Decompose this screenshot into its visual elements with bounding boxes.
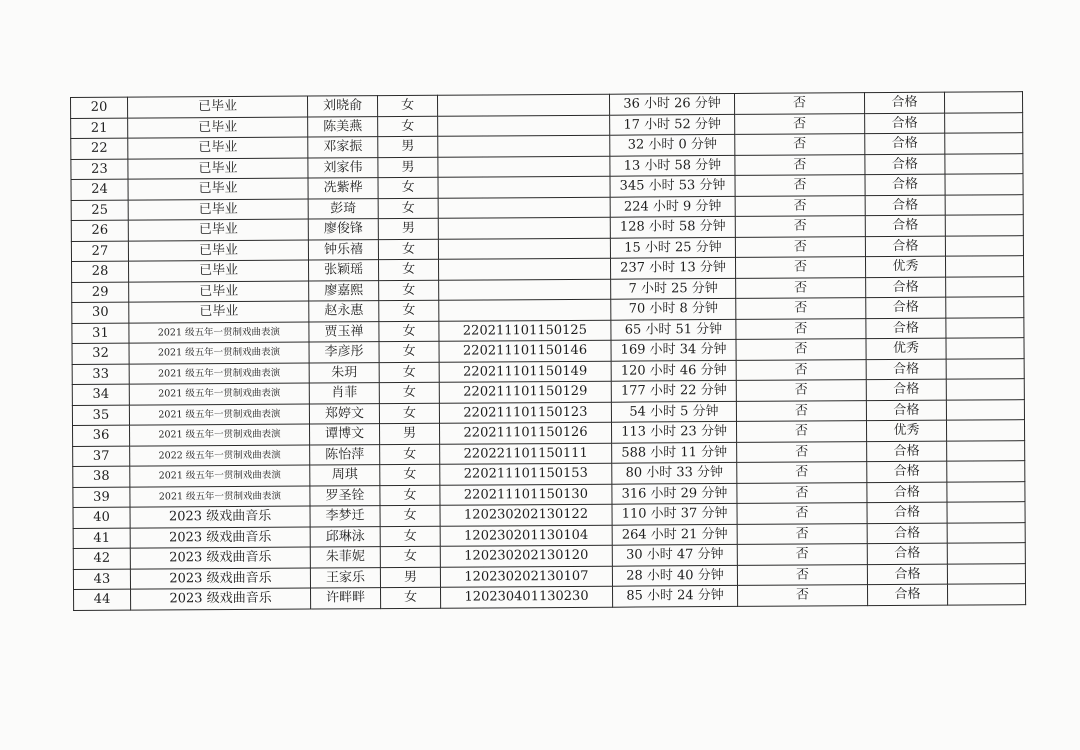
empty-cell [947, 522, 1025, 543]
student-name-cell: 郑婷文 [309, 403, 379, 424]
student-name-cell: 谭博文 [310, 424, 380, 445]
class-cell: 已毕业 [129, 301, 309, 323]
duration-cell: 120 小时 46 分钟 [611, 360, 736, 381]
grade-cell: 合格 [867, 584, 947, 605]
student-name-cell: 罗圣铨 [310, 485, 380, 506]
student-id-cell: 220211101150129 [439, 381, 611, 403]
flag-cell: 否 [735, 113, 865, 134]
student-name-cell: 廖俊锋 [308, 219, 378, 240]
row-number-cell: 26 [71, 220, 128, 241]
class-cell: 已毕业 [128, 96, 308, 118]
student-hours-table [70, 91, 1026, 610]
class-cell: 2021 级五年一贯制戏曲表演 [129, 383, 309, 405]
grade-cell: 合格 [866, 359, 946, 380]
row-number-cell: 29 [72, 282, 129, 303]
row-number-cell: 42 [73, 548, 130, 569]
duration-cell: 316 小时 29 分钟 [612, 483, 737, 504]
class-cell: 2021 级五年一贯制戏曲表演 [129, 363, 309, 385]
flag-cell: 否 [737, 503, 867, 524]
student-name-cell: 刘晓俞 [307, 96, 377, 117]
flag-cell: 否 [736, 277, 866, 298]
class-cell: 2023 级戏曲音乐 [130, 547, 310, 569]
gender-cell: 女 [380, 546, 440, 567]
student-name-cell: 邓家振 [308, 137, 378, 158]
student-name-cell: 李梦迁 [310, 506, 380, 527]
gender-cell: 女 [379, 321, 439, 342]
student-name-cell: 冼紫桦 [308, 178, 378, 199]
grade-cell: 合格 [867, 564, 947, 585]
flag-cell: 否 [737, 544, 867, 565]
grade-cell: 合格 [865, 195, 945, 216]
student-name-cell: 李彦彤 [309, 342, 379, 363]
class-cell: 已毕业 [128, 240, 308, 262]
row-number-cell: 40 [73, 507, 130, 528]
empty-cell [945, 194, 1023, 215]
empty-cell [947, 461, 1025, 482]
row-number-cell: 20 [71, 97, 128, 118]
duration-cell: 28 小时 40 分钟 [612, 565, 737, 586]
row-number-cell: 22 [71, 138, 128, 159]
row-number-cell: 43 [73, 569, 130, 590]
duration-cell: 345 小时 53 分钟 [610, 175, 735, 196]
gender-cell: 女 [381, 587, 441, 608]
gender-cell: 女 [378, 198, 438, 219]
student-id-cell: 220211101150130 [440, 484, 612, 506]
flag-cell: 否 [737, 462, 867, 483]
row-number-cell: 24 [71, 179, 128, 200]
grade-cell: 合格 [867, 543, 947, 564]
class-cell: 已毕业 [128, 158, 308, 180]
empty-cell [946, 358, 1024, 379]
class-cell: 2023 级戏曲音乐 [130, 527, 310, 549]
grade-cell: 合格 [866, 277, 946, 298]
flag-cell: 否 [736, 339, 866, 360]
flag-cell: 否 [734, 93, 864, 114]
flag-cell: 否 [737, 523, 867, 544]
duration-cell: 110 小时 37 分钟 [612, 503, 737, 524]
gender-cell: 女 [380, 526, 440, 547]
class-cell: 已毕业 [128, 199, 308, 221]
grade-cell: 优秀 [866, 420, 946, 441]
student-id-cell: 120230201130104 [440, 525, 612, 547]
grade-cell: 优秀 [865, 256, 945, 277]
student-name-cell: 许畔畔 [311, 588, 381, 609]
row-number-cell: 33 [72, 364, 129, 385]
class-cell: 已毕业 [128, 178, 308, 200]
gender-cell: 男 [380, 567, 440, 588]
empty-cell [947, 584, 1025, 605]
student-id-cell: 120230202130122 [440, 504, 612, 526]
row-number-cell: 39 [73, 487, 130, 508]
duration-cell: 177 小时 22 分钟 [611, 380, 736, 401]
duration-cell: 65 小时 51 分钟 [611, 319, 736, 340]
student-id-cell: 120230401130230 [441, 586, 613, 608]
row-number-cell: 34 [72, 384, 129, 405]
gender-cell: 男 [380, 423, 440, 444]
student-name-cell: 张颖瑶 [309, 260, 379, 281]
student-id-cell [438, 217, 610, 239]
grade-cell: 合格 [865, 133, 945, 154]
flag-cell: 否 [736, 359, 866, 380]
duration-cell: 264 小时 21 分钟 [612, 524, 737, 545]
student-name-cell: 贾玉禅 [309, 321, 379, 342]
flag-cell: 否 [735, 216, 865, 237]
student-name-cell: 赵永惠 [309, 301, 379, 322]
empty-cell [945, 174, 1023, 195]
grade-cell: 合格 [865, 215, 945, 236]
student-name-cell: 陈怡萍 [310, 444, 380, 465]
student-name-cell: 陈美燕 [308, 116, 378, 137]
duration-cell: 15 小时 25 分钟 [610, 237, 735, 258]
class-cell: 已毕业 [128, 219, 308, 241]
empty-cell [946, 338, 1024, 359]
gender-cell: 女 [380, 444, 440, 465]
flag-cell: 否 [737, 482, 867, 503]
class-cell: 2021 级五年一贯制戏曲表演 [130, 486, 310, 508]
student-id-cell: 120230202130120 [440, 545, 612, 567]
duration-cell: 169 小时 34 分钟 [611, 339, 736, 360]
grade-cell: 合格 [867, 441, 947, 462]
row-number-cell: 37 [73, 446, 130, 467]
empty-cell [946, 317, 1024, 338]
empty-cell [945, 133, 1023, 154]
gender-cell: 女 [378, 177, 438, 198]
gender-cell: 女 [379, 280, 439, 301]
gender-cell: 男 [378, 136, 438, 157]
class-cell: 已毕业 [128, 117, 308, 139]
grade-cell: 合格 [867, 461, 947, 482]
gender-cell: 女 [379, 382, 439, 403]
row-number-cell: 44 [74, 589, 131, 610]
gender-cell: 男 [378, 157, 438, 178]
row-number-cell: 25 [71, 200, 128, 221]
gender-cell: 女 [379, 341, 439, 362]
class-cell: 2021 级五年一贯制戏曲表演 [129, 404, 309, 426]
class-cell: 2021 级五年一贯制戏曲表演 [129, 322, 309, 344]
duration-cell: 54 小时 5 分钟 [611, 401, 736, 422]
empty-cell [944, 92, 1022, 113]
gender-cell: 女 [380, 505, 440, 526]
student-id-cell: 220221101150111 [440, 443, 612, 465]
flag-cell: 否 [735, 154, 865, 175]
grade-cell: 合格 [867, 502, 947, 523]
duration-cell: 588 小时 11 分钟 [612, 442, 737, 463]
duration-cell: 13 小时 58 分钟 [610, 155, 735, 176]
empty-cell [947, 502, 1025, 523]
row-number-cell: 36 [73, 425, 130, 446]
student-name-cell: 廖嘉熙 [309, 280, 379, 301]
duration-cell: 30 小时 47 分钟 [612, 544, 737, 565]
gender-cell: 女 [380, 464, 440, 485]
row-number-cell: 28 [72, 261, 129, 282]
class-cell: 2021 级五年一贯制戏曲表演 [130, 424, 310, 446]
empty-cell [945, 112, 1023, 133]
class-cell: 已毕业 [129, 260, 309, 282]
class-cell: 已毕业 [129, 281, 309, 303]
duration-cell: 128 小时 58 分钟 [610, 216, 735, 237]
duration-cell: 85 小时 24 分钟 [612, 585, 737, 606]
duration-cell: 113 小时 23 分钟 [611, 421, 736, 442]
duration-cell: 80 小时 33 分钟 [612, 462, 737, 483]
flag-cell: 否 [736, 298, 866, 319]
class-cell: 2023 级戏曲音乐 [131, 588, 311, 610]
empty-cell [947, 543, 1025, 564]
flag-cell: 否 [736, 421, 866, 442]
row-number-cell: 23 [71, 159, 128, 180]
grade-cell: 合格 [864, 92, 944, 113]
gender-cell: 男 [378, 218, 438, 239]
student-name-cell: 周琪 [310, 465, 380, 486]
class-cell: 已毕业 [128, 137, 308, 159]
empty-cell [945, 235, 1023, 256]
duration-cell: 224 小时 9 分钟 [610, 196, 735, 217]
gender-cell: 女 [378, 116, 438, 137]
student-id-cell: 220211101150123 [439, 402, 611, 424]
grade-cell: 合格 [867, 482, 947, 503]
grade-cell: 合格 [865, 174, 945, 195]
gender-cell: 女 [379, 403, 439, 424]
flag-cell: 否 [735, 134, 865, 155]
student-name-cell: 彭琦 [308, 198, 378, 219]
student-id-cell [438, 176, 610, 198]
grade-cell: 优秀 [866, 338, 946, 359]
row-number-cell: 21 [71, 118, 128, 139]
student-name-cell: 王家乐 [310, 567, 380, 588]
student-id-cell [438, 258, 610, 280]
student-id-cell [438, 197, 610, 219]
grade-cell: 合格 [866, 379, 946, 400]
grade-cell: 合格 [865, 113, 945, 134]
class-cell: 2021 级五年一贯制戏曲表演 [130, 465, 310, 487]
empty-cell [946, 297, 1024, 318]
duration-cell: 237 小时 13 分钟 [610, 257, 735, 278]
flag-cell: 否 [736, 380, 866, 401]
student-name-cell: 朱玥 [309, 362, 379, 383]
duration-cell: 32 小时 0 分钟 [610, 134, 735, 155]
student-id-cell: 220211101150125 [439, 320, 611, 342]
gender-cell: 女 [377, 95, 437, 116]
student-id-cell: 220211101150153 [440, 463, 612, 485]
row-number-cell: 38 [73, 466, 130, 487]
flag-cell: 否 [736, 318, 866, 339]
row-number-cell: 35 [72, 405, 129, 426]
grade-cell: 合格 [867, 523, 947, 544]
grade-cell: 合格 [866, 318, 946, 339]
row-number-cell: 31 [72, 323, 129, 344]
duration-cell: 7 小时 25 分钟 [611, 278, 736, 299]
flag-cell: 否 [735, 257, 865, 278]
flag-cell: 否 [737, 441, 867, 462]
flag-cell: 否 [735, 236, 865, 257]
grade-cell: 合格 [865, 236, 945, 257]
empty-cell [947, 481, 1025, 502]
student-name-cell: 肖菲 [309, 383, 379, 404]
gender-cell: 女 [379, 362, 439, 383]
class-cell: 2021 级五年一贯制戏曲表演 [129, 342, 309, 364]
gender-cell: 女 [378, 239, 438, 260]
empty-cell [947, 563, 1025, 584]
duration-cell: 70 小时 8 分钟 [611, 298, 736, 319]
flag-cell: 否 [735, 195, 865, 216]
empty-cell [946, 399, 1024, 420]
duration-cell: 36 小时 26 分钟 [609, 93, 734, 114]
student-id-cell: 220211101150126 [439, 422, 611, 444]
flag-cell: 否 [737, 585, 867, 606]
empty-cell [947, 440, 1025, 461]
gender-cell: 女 [378, 259, 438, 280]
gender-cell: 女 [380, 485, 440, 506]
flag-cell: 否 [736, 400, 866, 421]
empty-cell [946, 420, 1024, 441]
empty-cell [945, 256, 1023, 277]
student-id-cell: 120230202130107 [440, 566, 612, 588]
student-id-cell [438, 238, 610, 260]
class-cell: 2023 级戏曲音乐 [130, 506, 310, 528]
student-id-cell [438, 115, 610, 137]
student-name-cell: 邱琳泳 [310, 526, 380, 547]
empty-cell [945, 215, 1023, 236]
grade-cell: 合格 [865, 154, 945, 175]
student-id-cell [437, 94, 609, 116]
empty-cell [946, 276, 1024, 297]
row-number-cell: 30 [72, 302, 129, 323]
student-name-cell: 钟乐禧 [308, 239, 378, 260]
row-number-cell: 41 [73, 528, 130, 549]
student-name-cell: 朱菲妮 [310, 547, 380, 568]
student-id-cell: 220211101150149 [439, 361, 611, 383]
flag-cell: 否 [735, 175, 865, 196]
grade-cell: 合格 [866, 400, 946, 421]
empty-cell [946, 379, 1024, 400]
flag-cell: 否 [737, 564, 867, 585]
row-number-cell: 32 [72, 343, 129, 364]
student-id-cell [438, 156, 610, 178]
student-id-cell [438, 135, 610, 157]
grade-cell: 合格 [866, 297, 946, 318]
empty-cell [945, 153, 1023, 174]
row-number-cell: 27 [71, 241, 128, 262]
class-cell: 2022 级五年一贯制戏曲表演 [130, 445, 310, 467]
class-cell: 2023 级戏曲音乐 [130, 568, 310, 590]
gender-cell: 女 [379, 300, 439, 321]
student-name-cell: 刘家伟 [308, 157, 378, 178]
student-id-cell: 220211101150146 [439, 340, 611, 362]
student-id-cell [439, 299, 611, 321]
duration-cell: 17 小时 52 分钟 [610, 114, 735, 135]
student-id-cell [439, 279, 611, 301]
table-body [71, 92, 1026, 610]
